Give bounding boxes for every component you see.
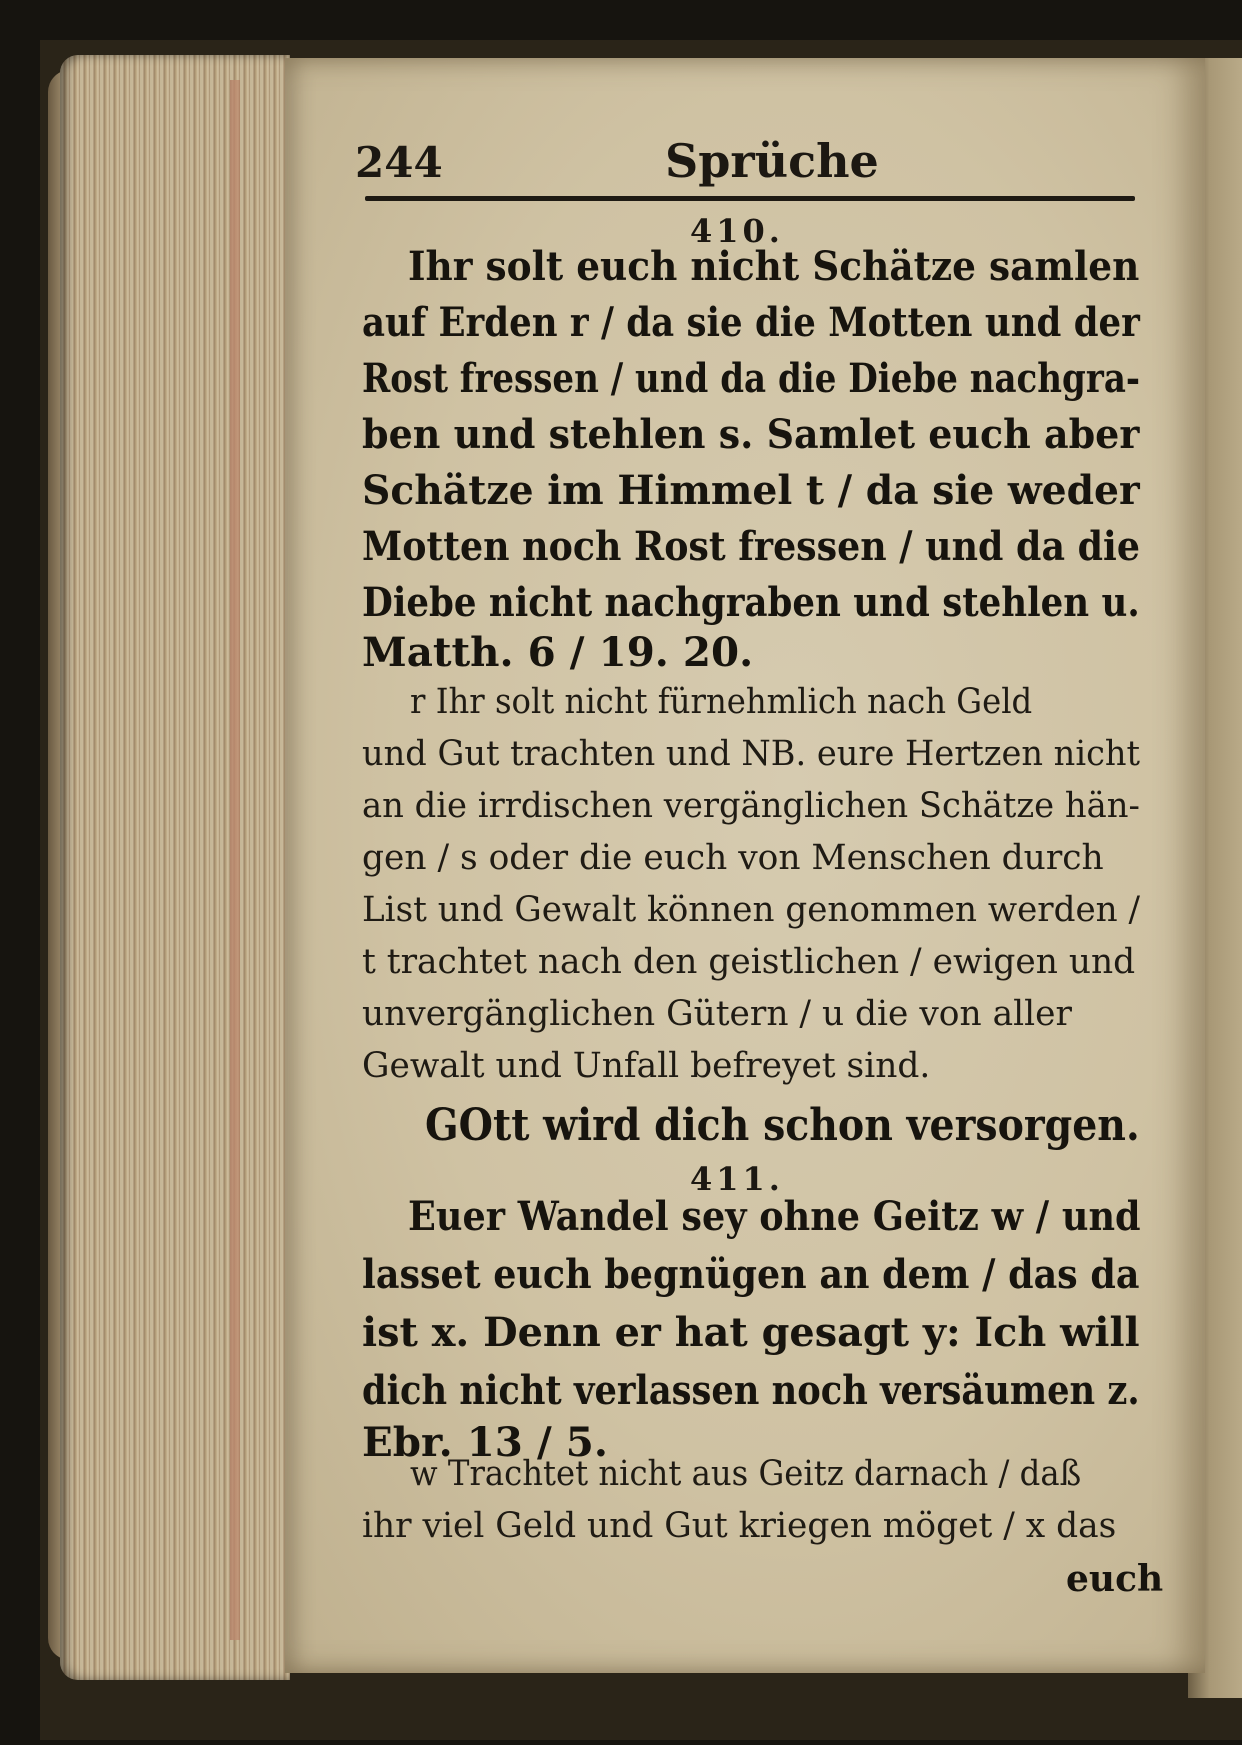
gloss-line: Gewalt und Unfall befreyet sind. (362, 1046, 931, 1086)
verse-line: Rost fressen / und da die Diebe nachgra- (362, 354, 1141, 402)
section-heading: GOtt wird dich schon versorgen. (425, 1100, 1140, 1151)
verse-line: dich nicht verlassen noch versäumen z. (362, 1366, 1140, 1414)
entry-number: 411. (690, 1160, 784, 1198)
verse-line: Euer Wandel sey ohne Geitz w / und (408, 1192, 1141, 1240)
gloss-line: an die irrdischen vergänglichen Schätze hän- (362, 786, 1140, 826)
verse-reference: Matth. 6 / 19. 20. (362, 628, 754, 676)
gloss-line: unvergänglichen Gütern / u die von aller (362, 994, 1072, 1034)
verse-line: auf Erden r / da sie die Motten und der (362, 298, 1140, 346)
gloss-line: und Gut trachten und NB. eure Hertzen nicht (362, 734, 1141, 774)
verse-line: ist x. Denn er hat gesagt y: Ich will (362, 1308, 1140, 1356)
verse-line: Ihr solt euch nicht Schätze samlen (408, 242, 1140, 290)
verse-line: Diebe nicht nachgraben und stehlen u. (362, 578, 1140, 626)
running-title: Sprüche (665, 134, 879, 188)
red-page-edge (230, 80, 240, 1640)
verse-line: Schätze im Himmel t / da sie weder (362, 466, 1140, 514)
gloss-line: gen / s oder die euch von Menschen durch (362, 838, 1104, 878)
verse-reference: Ebr. 13 / 5. (362, 1418, 608, 1466)
gloss-line: t trachtet nach den geistlichen / ewigen und (362, 942, 1136, 982)
verse-line: ben und stehlen s. Samlet euch aber (362, 410, 1140, 458)
page-stack (60, 55, 290, 1680)
verse-line: lasset euch begnügen an dem / das da (362, 1250, 1140, 1298)
verse-line: Motten noch Rost fressen / und da die (362, 522, 1140, 570)
gloss-line: List und Gewalt können genommen werden / (362, 890, 1141, 930)
gloss-line: w Trachtet nicht aus Geitz darnach / daß (410, 1454, 1082, 1494)
gloss-line: ihr viel Geld und Gut kriegen möget / x das (362, 1506, 1117, 1546)
entry-number: 410. (690, 212, 784, 250)
catchword: euch (1066, 1558, 1164, 1600)
page-number: 244 (355, 138, 443, 187)
gloss-line: r Ihr solt nicht fürnehmlich nach Geld (410, 682, 1033, 722)
header-rule (365, 196, 1135, 201)
page-header (355, 128, 1135, 188)
